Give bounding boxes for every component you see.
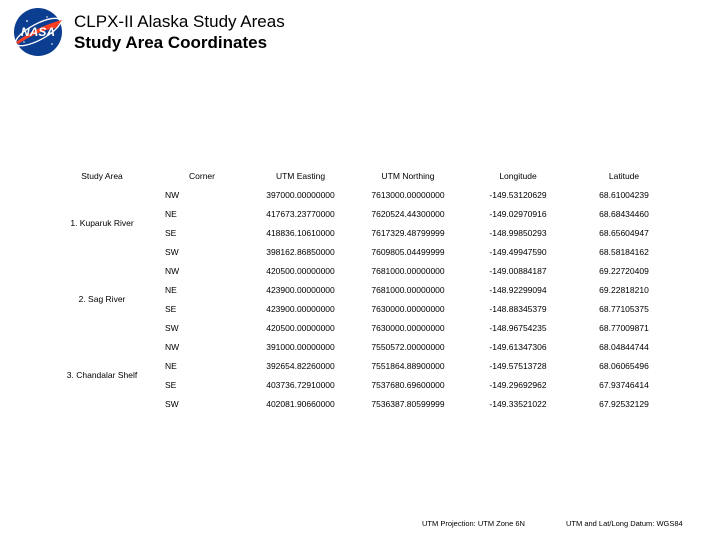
- datum-note: UTM and Lat/Long Datum: WGS84: [566, 519, 683, 528]
- table-cell: NW: [165, 265, 180, 276]
- table-cell: NW: [165, 189, 180, 200]
- study-area-name: 1. Kuparuk River: [70, 218, 134, 228]
- table-cell: 68.77009871: [599, 322, 649, 333]
- table-cell: 423900.00000000: [266, 284, 335, 295]
- table-cell: 398162.86850000: [266, 246, 335, 257]
- table-row: [53, 185, 680, 204]
- table-cell: 7630000.00000000: [371, 303, 445, 314]
- column-header: Study Area: [81, 171, 123, 181]
- column-header: UTM Easting: [275, 171, 326, 181]
- table-cell: -149.61347306: [489, 341, 547, 352]
- table-cell: 392654.82260000: [266, 360, 335, 371]
- table-cell: 7537680.69600000: [371, 379, 445, 390]
- projection-note: UTM Projection: UTM Zone 6N: [422, 519, 525, 528]
- table-cell: SW: [165, 322, 179, 333]
- table-cell: 391000.00000000: [266, 341, 335, 352]
- table-cell: 7551864.88900000: [371, 360, 445, 371]
- column-header: Longitude: [499, 171, 537, 181]
- table-cell: -149.49947590: [489, 246, 547, 257]
- table-cell: 7550572.00000000: [371, 341, 445, 352]
- table-cell: 67.93746414: [599, 379, 649, 390]
- table-cell: NE: [165, 360, 177, 371]
- nasa-logo: [10, 6, 66, 58]
- table-cell: 402081.90660000: [266, 398, 335, 409]
- table-cell: 420500.00000000: [266, 265, 335, 276]
- table-cell: SE: [165, 227, 177, 238]
- table-cell: NW: [165, 341, 180, 352]
- table-cell: 7630000.00000000: [371, 322, 445, 333]
- table-cell: 68.61004239: [599, 189, 649, 200]
- table-cell: 418836.10610000: [266, 227, 335, 238]
- table-row: [53, 337, 680, 356]
- study-area-name: 3. Chandalar Shelf: [66, 370, 138, 380]
- column-header: UTM Northing: [381, 171, 435, 181]
- table-cell: 397000.00000000: [266, 189, 335, 200]
- table-cell: -148.92299094: [489, 284, 547, 295]
- table-cell: 7620524.44300000: [371, 208, 445, 219]
- svg-text:NASA: NASA: [20, 25, 56, 39]
- table-cell: 7681000.00000000: [371, 284, 445, 295]
- table-header-row: [53, 167, 680, 185]
- table-cell: 68.65604947: [599, 227, 649, 238]
- table-cell: -148.96754235: [489, 322, 547, 333]
- table-cell: -149.53120629: [489, 189, 547, 200]
- table-cell: SW: [165, 246, 179, 257]
- table-cell: 7681000.00000000: [371, 265, 445, 276]
- table-cell: -149.33521022: [489, 398, 547, 409]
- title-block: [74, 11, 285, 53]
- table-cell: 68.06065496: [599, 360, 649, 371]
- table-cell: SE: [165, 379, 177, 390]
- table-cell: 69.22818210: [599, 284, 649, 295]
- table-cell: -149.00884187: [489, 265, 547, 276]
- table-cell: 68.77105375: [599, 303, 649, 314]
- table-cell: SE: [165, 303, 177, 314]
- page-subtitle: Study Area Coordinates: [74, 33, 268, 52]
- coordinates-table: [53, 167, 680, 413]
- table-cell: SW: [165, 398, 179, 409]
- table-cell: 67.92532129: [599, 398, 649, 409]
- table-cell: 420500.00000000: [266, 322, 335, 333]
- column-header: Latitude: [608, 171, 640, 181]
- table-cell: -148.88345379: [489, 303, 547, 314]
- table-cell: 7617329.48799999: [371, 227, 445, 238]
- column-header: Corner: [189, 171, 215, 181]
- table-cell: 68.04844744: [599, 341, 649, 352]
- table-cell: 7609805.04499999: [371, 246, 445, 257]
- table-cell: 7536387.80599999: [371, 398, 445, 409]
- table-cell: 403736.72910000: [266, 379, 335, 390]
- page-title: CLPX-II Alaska Study Areas: [74, 12, 285, 31]
- table-body: [53, 185, 680, 413]
- table-cell: 68.68434460: [599, 208, 649, 219]
- table-cell: -149.29692962: [489, 379, 547, 390]
- table-cell: -149.02970916: [489, 208, 547, 219]
- study-area-name: 2. Sag River: [78, 294, 126, 304]
- table-cell: 69.22720409: [599, 265, 649, 276]
- table-cell: 423900.00000000: [266, 303, 335, 314]
- table-cell: 7613000.00000000: [371, 189, 445, 200]
- table-cell: 417673.23770000: [266, 208, 335, 219]
- table-cell: -149.57513728: [489, 360, 547, 371]
- table-cell: 68.58184162: [599, 246, 649, 257]
- table-row: [53, 261, 680, 280]
- table-cell: -148.99850293: [489, 227, 547, 238]
- table-cell: NE: [165, 284, 177, 295]
- table-cell: NE: [165, 208, 177, 219]
